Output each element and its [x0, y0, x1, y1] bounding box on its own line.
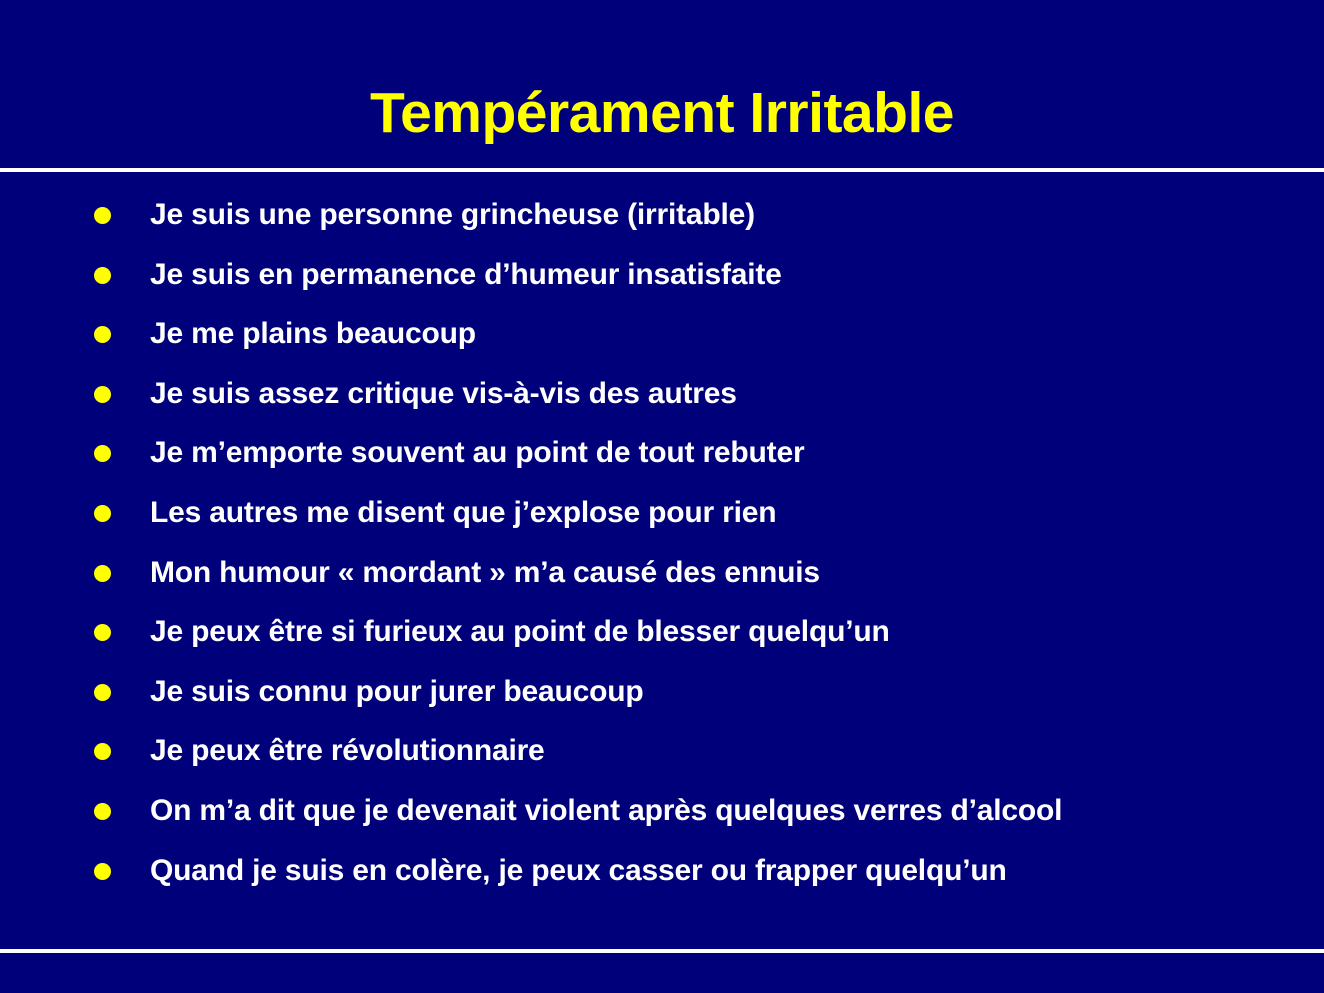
bullet-item: [0, 305, 1324, 365]
bullet-dot-icon: [94, 565, 111, 582]
bullet-item: [0, 186, 1324, 246]
bullet-dot-icon: [94, 207, 111, 224]
bullet-text: Je suis une personne grincheuse (irritable): [150, 198, 755, 231]
bullet-text: Je suis en permanence d’humeur insatisfaite: [150, 257, 782, 291]
bullet-dot-icon: [94, 445, 111, 462]
bullet-text: Je suis connu pour jurer beaucoup: [150, 674, 644, 708]
title-divider: [0, 168, 1324, 172]
bullet-item: [0, 424, 1324, 484]
bullet-list: [0, 186, 1324, 901]
bullet-text: Je m’emporte souvent au point de tout rebuter: [150, 436, 805, 470]
bullet-text: Mon humour « mordant » m’a causé des ennuis: [150, 555, 820, 589]
bullet-text: Je peux être si furieux au point de blesser quelqu’un: [150, 615, 890, 649]
bullet-dot-icon: [94, 743, 111, 760]
bullet-text: Je suis assez critique vis-à-vis des autres: [150, 376, 737, 410]
bullet-item: [0, 842, 1324, 902]
bullet-dot-icon: [94, 267, 111, 284]
bullet-dot-icon: [94, 863, 111, 880]
bullet-text: Quand je suis en colère, je peux casser ou frapper quelqu’un: [150, 853, 1007, 887]
bullet-text: Je peux être révolutionnaire: [150, 734, 545, 768]
bullet-dot-icon: [94, 624, 111, 641]
bullet-item: [0, 663, 1324, 723]
bullet-item: [0, 246, 1324, 306]
bullet-item: [0, 365, 1324, 425]
slide-title: Tempérament Irritable: [370, 81, 954, 145]
bullet-item: [0, 544, 1324, 604]
bullet-dot-icon: [94, 803, 111, 820]
bullet-item: [0, 603, 1324, 663]
bullet-item: [0, 484, 1324, 544]
bullet-dot-icon: [94, 505, 111, 522]
bullet-dot-icon: [94, 386, 111, 403]
footer-divider: [0, 949, 1324, 953]
bullet-text: On m’a dit que je devenait violent après quelques verres d’alcool: [150, 793, 1063, 827]
bullet-dot-icon: [94, 326, 111, 343]
bullet-text: Les autres me disent que j’explose pour rien: [150, 495, 777, 529]
bullet-text: Je me plains beaucoup: [150, 317, 476, 351]
bullet-dot-icon: [94, 684, 111, 701]
bullet-item: [0, 782, 1324, 842]
bullet-item: [0, 722, 1324, 782]
